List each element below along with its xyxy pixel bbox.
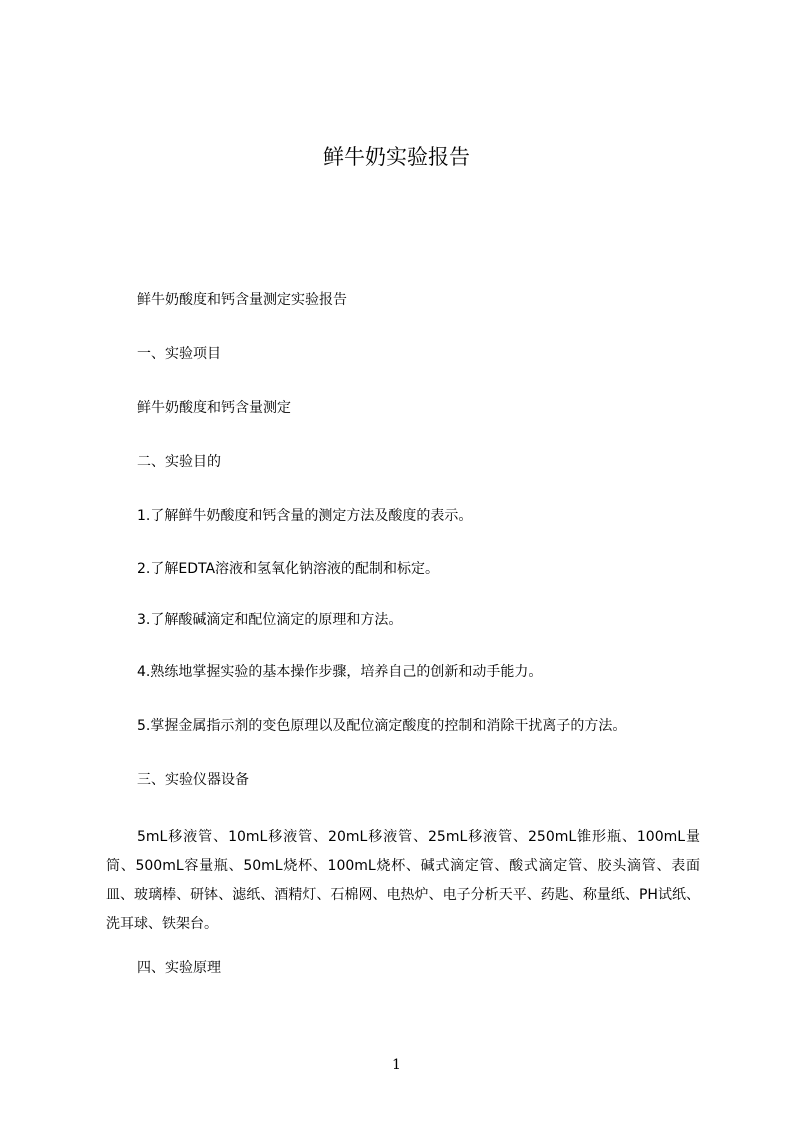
document-title: 鲜牛奶实验报告 (323, 145, 470, 169)
experiment-item-text: 鲜牛奶酸度和钙含量测定 (137, 400, 291, 416)
section-heading-equipment: 三、实验仪器设备 (137, 772, 249, 788)
objective-item: 3.了解酸碱滴定和配位滴定的原理和方法。 (137, 612, 403, 628)
section-heading-experiment-item: 一、实验项目 (137, 346, 221, 362)
objective-item: 5.掌握金属指示剂的变色原理以及配位滴定酸度的控制和消除干扰离子的方法。 (137, 718, 627, 734)
section-heading-objectives: 二、实验目的 (137, 454, 221, 470)
report-subtitle: 鲜牛奶酸度和钙含量测定实验报告 (137, 292, 347, 308)
objective-item: 1.了解鲜牛奶酸度和钙含量的测定方法及酸度的表示。 (137, 508, 473, 524)
page-number: 1 (392, 1057, 401, 1073)
section-heading-principle: 四、实验原理 (137, 960, 221, 976)
objective-item: 4.熟练地掌握实验的基本操作步骤，培养自己的创新和动手能力。 (137, 664, 543, 680)
objective-item: 2.了解EDTA溶液和氢氧化钠溶液的配制和标定。 (137, 561, 440, 577)
equipment-paragraph: 5mL移液管、10mL移液管、20mL移液管、25mL移液管、250mL锥形瓶、100mL量筒、500mL容量瓶、50mL烧杯、100mL烧杯、碱式滴定管、酸式滴定管、胶头滴管、表面皿、玻璃棒、研钵、滤纸、酒精灯、石棉网、电热炉、电子分析天平、药匙、称量纸、PH试纸、洗耳球、铁架台。 (106, 829, 700, 932)
